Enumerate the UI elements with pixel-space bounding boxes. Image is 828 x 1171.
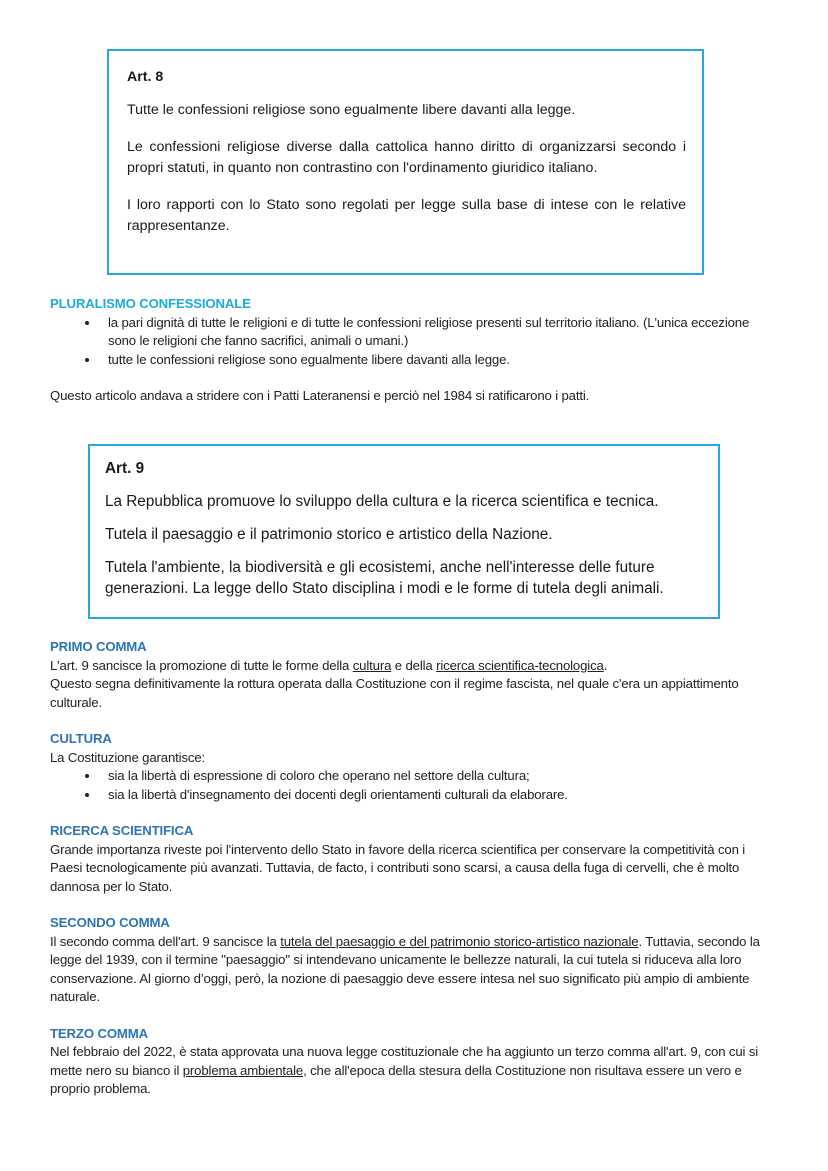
article-paragraph: Tutte le confessioni religiose sono egualmente libere davanti alla legge.	[127, 102, 576, 118]
text: . Tuttavia, secondo la legge del 1939, con il termine "paesaggio" si intendevano unicamente le bellezze naturali, la cui tutela si riduceva alla loro conservazione. Al giorno d’oggi, però, la nozione di paesaggio deve essere intesa nel suo significato più ampio di ambiente naturale.	[50, 933, 760, 1004]
section-heading: CULTURA	[50, 731, 112, 746]
pluralismo-section	[50, 295, 780, 406]
article-title: Art. 9	[105, 460, 145, 477]
paragraph: Grande importanza riveste poi l'intervento dello Stato in favore della ricerca scientifica per conservare la competitività con i Paesi tecnologicamente più avanzati. Tuttavia, de facto, i contributi sono scarsi, a causa della fuga di cervelli, che è molto dannosa per lo Stato.	[50, 841, 746, 894]
article-paragraph: Tutela il paesaggio e il patrimonio storico e artistico della Nazione.	[105, 526, 553, 543]
text: L'art. 9 sancisce la promozione di tutte le forme della	[50, 657, 353, 673]
bullet-list	[50, 314, 780, 370]
text: .	[603, 657, 608, 673]
list-item: • sia la libertà di espressione di coloro che operano nel settore della cultura;	[100, 767, 780, 786]
underlined-text: tutela del paesaggio e del patrimonio storico-artistico nazionale	[280, 933, 639, 949]
text: , che all'epoca della stesura della Costituzione non risultava essere un vero e proprio problema.	[50, 1062, 742, 1096]
list-item: • sia la libertà d'insegnamento dei docenti degli orientamenti culturali da elaborare.	[100, 786, 780, 805]
paragraph: La Costituzione garantisce:	[50, 749, 206, 765]
article-8-box	[107, 49, 704, 275]
section-heading: TERZO COMMA	[50, 1025, 148, 1041]
paragraph: Questo segna definitivamente la rottura operata dalla Costituzione con il regime fascista, nel quale c'era un appiattimento culturale.	[50, 676, 739, 710]
article-paragraph: I loro rapporti con lo Stato sono regolati per legge sulla base di intese con le relative rappresentanze.	[127, 197, 686, 234]
article-paragraph: Tutela l'ambiente, la biodiversità e gli ecosistemi, anche nell'interesse delle future generazioni. La legge dello Stato disciplina i modi e le forme di tutela degli animali.	[105, 559, 664, 597]
paragraph	[50, 933, 780, 1007]
bullet-list	[50, 767, 780, 804]
paragraph: Questo articolo andava a stridere con i Patti Lateranensi e perciò nel 1984 si ratificarono i patti.	[50, 388, 590, 403]
article-paragraph: Le confessioni religiose diverse dalla cattolica hanno diritto di organizzarsi secondo i propri statuti, in quanto non contrastino con l'ordinamento giuridico italiano.	[127, 139, 686, 176]
underlined-text: problema ambientale	[182, 1062, 304, 1078]
underlined-text: ricerca scientifica-tecnologica	[436, 657, 604, 673]
section-heading: PLURALISMO CONFESSIONALE	[50, 296, 251, 311]
paragraph	[50, 657, 780, 676]
text: Nel febbraio del 2022, è stata approvata una nuova legge costituzionale che ha aggiunto un terzo comma all'art. 9, con cui si mette nero su bianco il	[50, 1044, 759, 1078]
underlined-text: cultura	[352, 657, 392, 673]
list-item: • la pari dignità di tutte le religioni e di tutte le confessioni religiose presenti sul territorio italiano. (L'unica eccezione sono le religioni che fanno sacrifici, animali o umani.)	[100, 314, 780, 351]
section-heading: PRIMO COMMA	[50, 639, 147, 654]
body-sections	[50, 638, 780, 1099]
text: Il secondo comma dell'art. 9 sancisce la	[50, 933, 281, 949]
text: e della	[391, 657, 437, 673]
article-paragraph: La Repubblica promuove lo sviluppo della cultura e la ricerca scientifica e tecnica.	[105, 493, 659, 510]
list-item: • tutte le confessioni religiose sono egualmente libere davanti alla legge.	[100, 351, 780, 370]
article-9-box	[88, 444, 720, 619]
paragraph	[50, 1043, 780, 1099]
section-heading: SECONDO COMMA	[50, 915, 170, 930]
section-heading: RICERCA SCIENTIFICA	[50, 823, 194, 838]
article-title: Art. 8	[127, 69, 164, 85]
